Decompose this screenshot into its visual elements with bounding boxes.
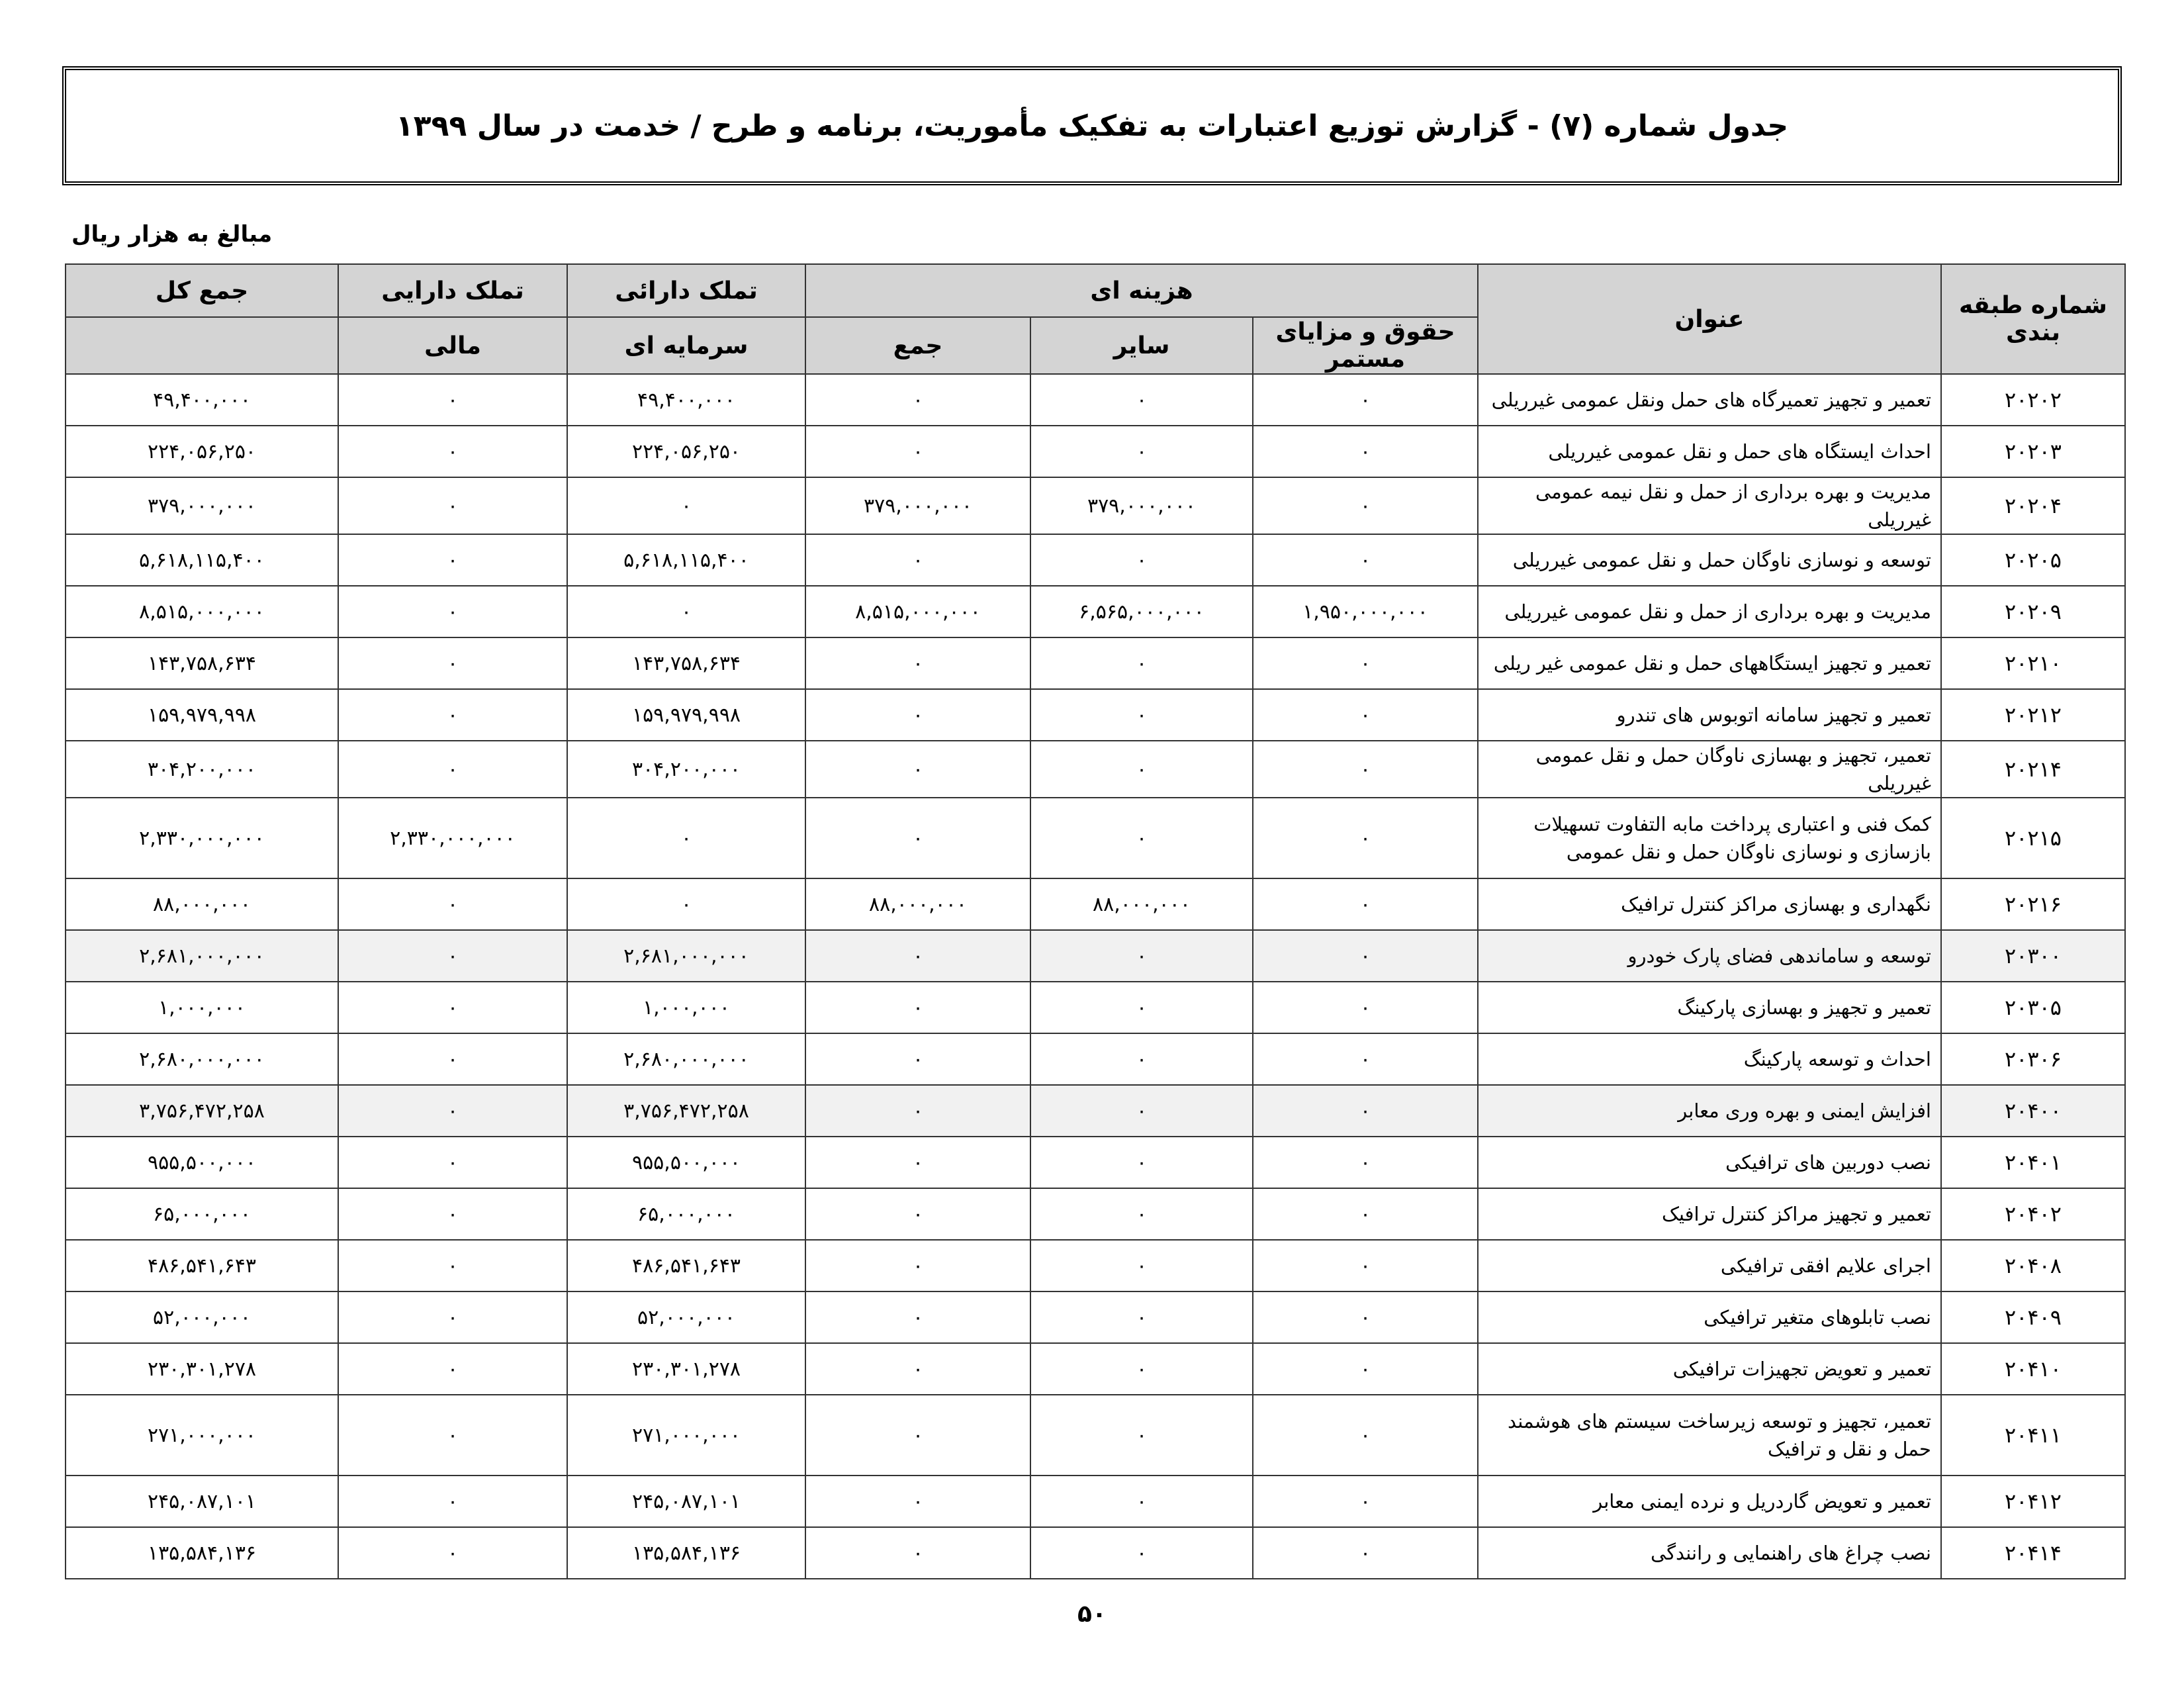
header-financial-top: تملک دارایی: [338, 264, 567, 317]
cell-financial: ۰: [338, 534, 567, 586]
cell-code: ۲۰۴۰۹: [1941, 1291, 2125, 1343]
table-row: [66, 1240, 2125, 1291]
cell-capital: ۲,۶۸۱,۰۰۰,۰۰۰: [567, 930, 805, 982]
table-row: [66, 477, 2125, 534]
cell-salary: ۰: [1253, 1085, 1478, 1137]
cell-total: ۳۷۹,۰۰۰,۰۰۰: [66, 477, 338, 534]
header-title: عنوان: [1478, 264, 1941, 374]
cell-total: ۸,۵۱۵,۰۰۰,۰۰۰: [66, 586, 338, 637]
cell-other: ۰: [1030, 798, 1253, 878]
cell-code: ۲۰۲۱۲: [1941, 689, 2125, 741]
table-row: [66, 798, 2125, 878]
cell-salary: ۰: [1253, 534, 1478, 586]
cell-capital: ۰: [567, 878, 805, 930]
cell-total: ۲۳۰,۳۰۱,۲۷۸: [66, 1343, 338, 1395]
cell-code: ۲۰۴۱۴: [1941, 1527, 2125, 1579]
cell-code: ۲۰۲۰۹: [1941, 586, 2125, 637]
cell-sum: ۰: [805, 1188, 1030, 1240]
table-row: [66, 1188, 2125, 1240]
page-number: ۵۰: [1077, 1601, 1107, 1628]
cell-sum: ۰: [805, 689, 1030, 741]
cell-code: ۲۰۴۰۸: [1941, 1240, 2125, 1291]
cell-title: توسعه و نوسازی ناوگان حمل و نقل عمومی غیرریلی: [1478, 534, 1941, 586]
cell-financial: ۰: [338, 477, 567, 534]
cell-total: ۱,۰۰۰,۰۰۰: [66, 982, 338, 1033]
cell-total: ۴۹,۴۰۰,۰۰۰: [66, 374, 338, 426]
cell-financial: ۰: [338, 878, 567, 930]
cell-code: ۲۰۲۱۵: [1941, 798, 2125, 878]
cell-salary: ۰: [1253, 1291, 1478, 1343]
cell-salary: ۰: [1253, 1476, 1478, 1527]
cell-capital: ۲۷۱,۰۰۰,۰۰۰: [567, 1395, 805, 1476]
cell-other: ۰: [1030, 1476, 1253, 1527]
cell-sum: ۰: [805, 637, 1030, 689]
cell-salary: ۰: [1253, 1033, 1478, 1085]
cell-capital: ۵,۶۱۸,۱۱۵,۴۰۰: [567, 534, 805, 586]
cell-total: ۹۵۵,۵۰۰,۰۰۰: [66, 1137, 338, 1188]
cell-code: ۲۰۴۱۱: [1941, 1395, 2125, 1476]
cell-total: ۱۵۹,۹۷۹,۹۹۸: [66, 689, 338, 741]
header-capital-top: تملک دارائی: [567, 264, 805, 317]
table-row: [66, 426, 2125, 477]
cell-financial: ۰: [338, 1085, 567, 1137]
cell-financial: ۰: [338, 426, 567, 477]
cell-other: ۰: [1030, 930, 1253, 982]
cell-salary: ۰: [1253, 1240, 1478, 1291]
cell-other: ۰: [1030, 982, 1253, 1033]
cell-financial: ۰: [338, 1291, 567, 1343]
cell-sum: ۰: [805, 1395, 1030, 1476]
cell-sum: ۸,۵۱۵,۰۰۰,۰۰۰: [805, 586, 1030, 637]
table-row: [66, 586, 2125, 637]
units-note: مبالغ به هزار ریال: [71, 221, 273, 248]
budget-table: [65, 263, 2126, 1579]
cell-salary: ۰: [1253, 1343, 1478, 1395]
cell-salary: ۰: [1253, 1137, 1478, 1188]
cell-total: ۸۸,۰۰۰,۰۰۰: [66, 878, 338, 930]
cell-title: نصب تابلوهای متغیر ترافیکی: [1478, 1291, 1941, 1343]
cell-other: ۰: [1030, 1137, 1253, 1188]
header-code: شماره طبقه بندی: [1941, 264, 2125, 374]
cell-title: توسعه و ساماندهی فضای پارک خودرو: [1478, 930, 1941, 982]
cell-total: ۱۳۵,۵۸۴,۱۳۶: [66, 1527, 338, 1579]
table-row: [66, 1137, 2125, 1188]
cell-sum: ۳۷۹,۰۰۰,۰۰۰: [805, 477, 1030, 534]
cell-salary: ۰: [1253, 982, 1478, 1033]
table-row: [66, 1527, 2125, 1579]
table-row: [66, 982, 2125, 1033]
cell-financial: ۰: [338, 1395, 567, 1476]
cell-salary: ۰: [1253, 1188, 1478, 1240]
cell-sum: ۰: [805, 798, 1030, 878]
header-total-bottom: [66, 317, 338, 374]
cell-financial: ۰: [338, 1476, 567, 1527]
cell-total: ۵,۶۱۸,۱۱۵,۴۰۰: [66, 534, 338, 586]
cell-capital: ۶۵,۰۰۰,۰۰۰: [567, 1188, 805, 1240]
cell-salary: ۰: [1253, 878, 1478, 930]
cell-total: ۶۵,۰۰۰,۰۰۰: [66, 1188, 338, 1240]
cell-financial: ۰: [338, 637, 567, 689]
cell-capital: ۰: [567, 798, 805, 878]
cell-total: ۳,۷۵۶,۴۷۲,۲۵۸: [66, 1085, 338, 1137]
header-expense-group: هزینه ای: [805, 264, 1478, 317]
cell-title: احداث ایستگاه های حمل و نقل عمومی غیرریلی: [1478, 426, 1941, 477]
cell-title: مدیریت و بهره برداری از حمل و نقل عمومی غیرریلی: [1478, 586, 1941, 637]
cell-capital: ۲۴۵,۰۸۷,۱۰۱: [567, 1476, 805, 1527]
cell-total: ۲,۶۸۰,۰۰۰,۰۰۰: [66, 1033, 338, 1085]
cell-other: ۸۸,۰۰۰,۰۰۰: [1030, 878, 1253, 930]
cell-financial: ۰: [338, 1033, 567, 1085]
cell-total: ۲۷۱,۰۰۰,۰۰۰: [66, 1395, 338, 1476]
table-row: [66, 741, 2125, 798]
cell-sum: ۰: [805, 1291, 1030, 1343]
cell-capital: ۳,۷۵۶,۴۷۲,۲۵۸: [567, 1085, 805, 1137]
cell-salary: ۰: [1253, 477, 1478, 534]
cell-sum: ۰: [805, 534, 1030, 586]
cell-other: ۰: [1030, 1395, 1253, 1476]
table-row: [66, 1085, 2125, 1137]
cell-code: ۲۰۴۱۰: [1941, 1343, 2125, 1395]
cell-capital: ۲۲۴,۰۵۶,۲۵۰: [567, 426, 805, 477]
cell-title: تعمیر و تعویض گاردریل و نرده ایمنی معابر: [1478, 1476, 1941, 1527]
cell-other: ۰: [1030, 1527, 1253, 1579]
cell-sum: ۰: [805, 930, 1030, 982]
table-row: [66, 878, 2125, 930]
cell-capital: ۵۲,۰۰۰,۰۰۰: [567, 1291, 805, 1343]
cell-code: ۲۰۳۰۵: [1941, 982, 2125, 1033]
cell-code: ۲۰۳۰۰: [1941, 930, 2125, 982]
cell-other: ۰: [1030, 637, 1253, 689]
cell-capital: ۱۵۹,۹۷۹,۹۹۸: [567, 689, 805, 741]
cell-sum: ۰: [805, 1240, 1030, 1291]
cell-sum: ۸۸,۰۰۰,۰۰۰: [805, 878, 1030, 930]
cell-other: ۰: [1030, 1085, 1253, 1137]
cell-salary: ۰: [1253, 741, 1478, 798]
cell-title: تعمیر، تجهیز و توسعه زیرساخت سیستم های هوشمند حمل و نقل و ترافیک: [1478, 1395, 1941, 1476]
header-total: جمع کل: [66, 264, 338, 317]
cell-financial: ۰: [338, 689, 567, 741]
cell-financial: ۰: [338, 930, 567, 982]
cell-code: ۲۰۲۰۴: [1941, 477, 2125, 534]
cell-salary: ۰: [1253, 930, 1478, 982]
cell-other: ۰: [1030, 374, 1253, 426]
cell-sum: ۰: [805, 1343, 1030, 1395]
cell-capital: ۱۴۳,۷۵۸,۶۳۴: [567, 637, 805, 689]
cell-sum: ۰: [805, 1527, 1030, 1579]
table-row: [66, 1343, 2125, 1395]
cell-capital: ۲,۶۸۰,۰۰۰,۰۰۰: [567, 1033, 805, 1085]
cell-title: کمک فنی و اعتباری پرداخت مابه التفاوت تسهیلات بازسازی و نوسازی ناوگان حمل و نقل عمومی: [1478, 798, 1941, 878]
header-other: سایر: [1030, 317, 1253, 374]
cell-capital: ۳۰۴,۲۰۰,۰۰۰: [567, 741, 805, 798]
cell-capital: ۰: [567, 586, 805, 637]
cell-total: ۴۸۶,۵۴۱,۶۴۳: [66, 1240, 338, 1291]
cell-salary: ۰: [1253, 689, 1478, 741]
page-title: جدول شماره (۷) - گزارش توزیع اعتبارات به تفکیک مأموریت، برنامه و طرح / خدمت در سال ۱۳۹۹: [395, 109, 1789, 143]
cell-capital: ۱۳۵,۵۸۴,۱۳۶: [567, 1527, 805, 1579]
table-row: [66, 374, 2125, 426]
cell-title: نگهداری و بهسازی مراکز کنترل ترافیک: [1478, 878, 1941, 930]
cell-total: ۲۲۴,۰۵۶,۲۵۰: [66, 426, 338, 477]
cell-capital: ۰: [567, 477, 805, 534]
cell-salary: ۰: [1253, 798, 1478, 878]
cell-capital: ۲۳۰,۳۰۱,۲۷۸: [567, 1343, 805, 1395]
cell-total: ۱۴۳,۷۵۸,۶۳۴: [66, 637, 338, 689]
cell-code: ۲۰۲۱۴: [1941, 741, 2125, 798]
cell-financial: ۲,۳۳۰,۰۰۰,۰۰۰: [338, 798, 567, 878]
cell-total: ۲,۶۸۱,۰۰۰,۰۰۰: [66, 930, 338, 982]
cell-other: ۰: [1030, 1188, 1253, 1240]
cell-sum: ۰: [805, 1033, 1030, 1085]
table-body: [66, 374, 2125, 1579]
table-row: [66, 930, 2125, 982]
table-row: [66, 637, 2125, 689]
cell-title: تعمیر و تعویض تجهیزات ترافیکی: [1478, 1343, 1941, 1395]
cell-total: ۳۰۴,۲۰۰,۰۰۰: [66, 741, 338, 798]
cell-title: اجرای علایم افقی ترافیکی: [1478, 1240, 1941, 1291]
cell-other: ۰: [1030, 689, 1253, 741]
cell-sum: ۰: [805, 741, 1030, 798]
cell-title: تعمیر و تجهیز ایستگاههای حمل و نقل عمومی غیر ریلی: [1478, 637, 1941, 689]
cell-other: ۰: [1030, 534, 1253, 586]
cell-financial: ۰: [338, 982, 567, 1033]
table-row: [66, 1291, 2125, 1343]
cell-other: ۰: [1030, 741, 1253, 798]
cell-other: ۶,۵۶۵,۰۰۰,۰۰۰: [1030, 586, 1253, 637]
cell-code: ۲۰۳۰۶: [1941, 1033, 2125, 1085]
cell-code: ۲۰۲۱۶: [1941, 878, 2125, 930]
table-row: [66, 1476, 2125, 1527]
cell-code: ۲۰۴۰۲: [1941, 1188, 2125, 1240]
cell-financial: ۰: [338, 1137, 567, 1188]
cell-other: ۳۷۹,۰۰۰,۰۰۰: [1030, 477, 1253, 534]
cell-salary: ۱,۹۵۰,۰۰۰,۰۰۰: [1253, 586, 1478, 637]
cell-title: نصب چراغ های راهنمایی و رانندگی: [1478, 1527, 1941, 1579]
cell-other: ۰: [1030, 426, 1253, 477]
table-row: [66, 1395, 2125, 1476]
cell-salary: ۰: [1253, 374, 1478, 426]
cell-title: تعمیر و تجهیز مراکز کنترل ترافیک: [1478, 1188, 1941, 1240]
header-financial-bottom: مالی: [338, 317, 567, 374]
cell-capital: ۱,۰۰۰,۰۰۰: [567, 982, 805, 1033]
cell-financial: ۰: [338, 586, 567, 637]
cell-capital: ۴۹,۴۰۰,۰۰۰: [567, 374, 805, 426]
cell-code: ۲۰۲۰۲: [1941, 374, 2125, 426]
cell-other: ۰: [1030, 1240, 1253, 1291]
header-sum: جمع: [805, 317, 1030, 374]
cell-capital: ۴۸۶,۵۴۱,۶۴۳: [567, 1240, 805, 1291]
cell-salary: ۰: [1253, 1395, 1478, 1476]
cell-title: افزایش ایمنی و بهره وری معابر: [1478, 1085, 1941, 1137]
cell-financial: ۰: [338, 1240, 567, 1291]
cell-financial: ۰: [338, 1343, 567, 1395]
cell-other: ۰: [1030, 1033, 1253, 1085]
cell-salary: ۰: [1253, 426, 1478, 477]
header-salary: حقوق و مزایای مستمر: [1253, 317, 1478, 374]
cell-total: ۵۲,۰۰۰,۰۰۰: [66, 1291, 338, 1343]
cell-salary: ۰: [1253, 1527, 1478, 1579]
cell-code: ۲۰۴۱۲: [1941, 1476, 2125, 1527]
cell-title: تعمیر و تجهیز تعمیرگاه های حمل ونقل عمومی غیرریلی: [1478, 374, 1941, 426]
cell-title: تعمیر و تجهیز سامانه اتوبوس های تندرو: [1478, 689, 1941, 741]
cell-code: ۲۰۲۰۵: [1941, 534, 2125, 586]
title-box: [62, 66, 2122, 185]
cell-total: ۲,۳۳۰,۰۰۰,۰۰۰: [66, 798, 338, 878]
table-row: [66, 689, 2125, 741]
cell-financial: ۰: [338, 374, 567, 426]
cell-sum: ۰: [805, 982, 1030, 1033]
cell-title: احداث و توسعه پارکینگ: [1478, 1033, 1941, 1085]
cell-salary: ۰: [1253, 637, 1478, 689]
table-row: [66, 534, 2125, 586]
cell-title: نصب دوربین های ترافیکی: [1478, 1137, 1941, 1188]
cell-code: ۲۰۴۰۰: [1941, 1085, 2125, 1137]
cell-sum: ۰: [805, 1085, 1030, 1137]
cell-financial: ۰: [338, 741, 567, 798]
cell-capital: ۹۵۵,۵۰۰,۰۰۰: [567, 1137, 805, 1188]
cell-other: ۰: [1030, 1343, 1253, 1395]
cell-title: تعمیر و تجهیز و بهسازی پارکینگ: [1478, 982, 1941, 1033]
cell-code: ۲۰۲۰۳: [1941, 426, 2125, 477]
cell-code: ۲۰۲۱۰: [1941, 637, 2125, 689]
cell-title: تعمیر، تجهیز و بهسازی ناوگان حمل و نقل عمومی غیرریلی: [1478, 741, 1941, 798]
cell-sum: ۰: [805, 426, 1030, 477]
cell-financial: ۰: [338, 1527, 567, 1579]
cell-sum: ۰: [805, 1476, 1030, 1527]
table-row: [66, 1033, 2125, 1085]
header-capital-bottom: سرمایه ای: [567, 317, 805, 374]
cell-sum: ۰: [805, 374, 1030, 426]
cell-sum: ۰: [805, 1137, 1030, 1188]
cell-title: مدیریت و بهره برداری از حمل و نقل نیمه عمومی غیرریلی: [1478, 477, 1941, 534]
cell-other: ۰: [1030, 1291, 1253, 1343]
cell-financial: ۰: [338, 1188, 567, 1240]
cell-total: ۲۴۵,۰۸۷,۱۰۱: [66, 1476, 338, 1527]
cell-code: ۲۰۴۰۱: [1941, 1137, 2125, 1188]
